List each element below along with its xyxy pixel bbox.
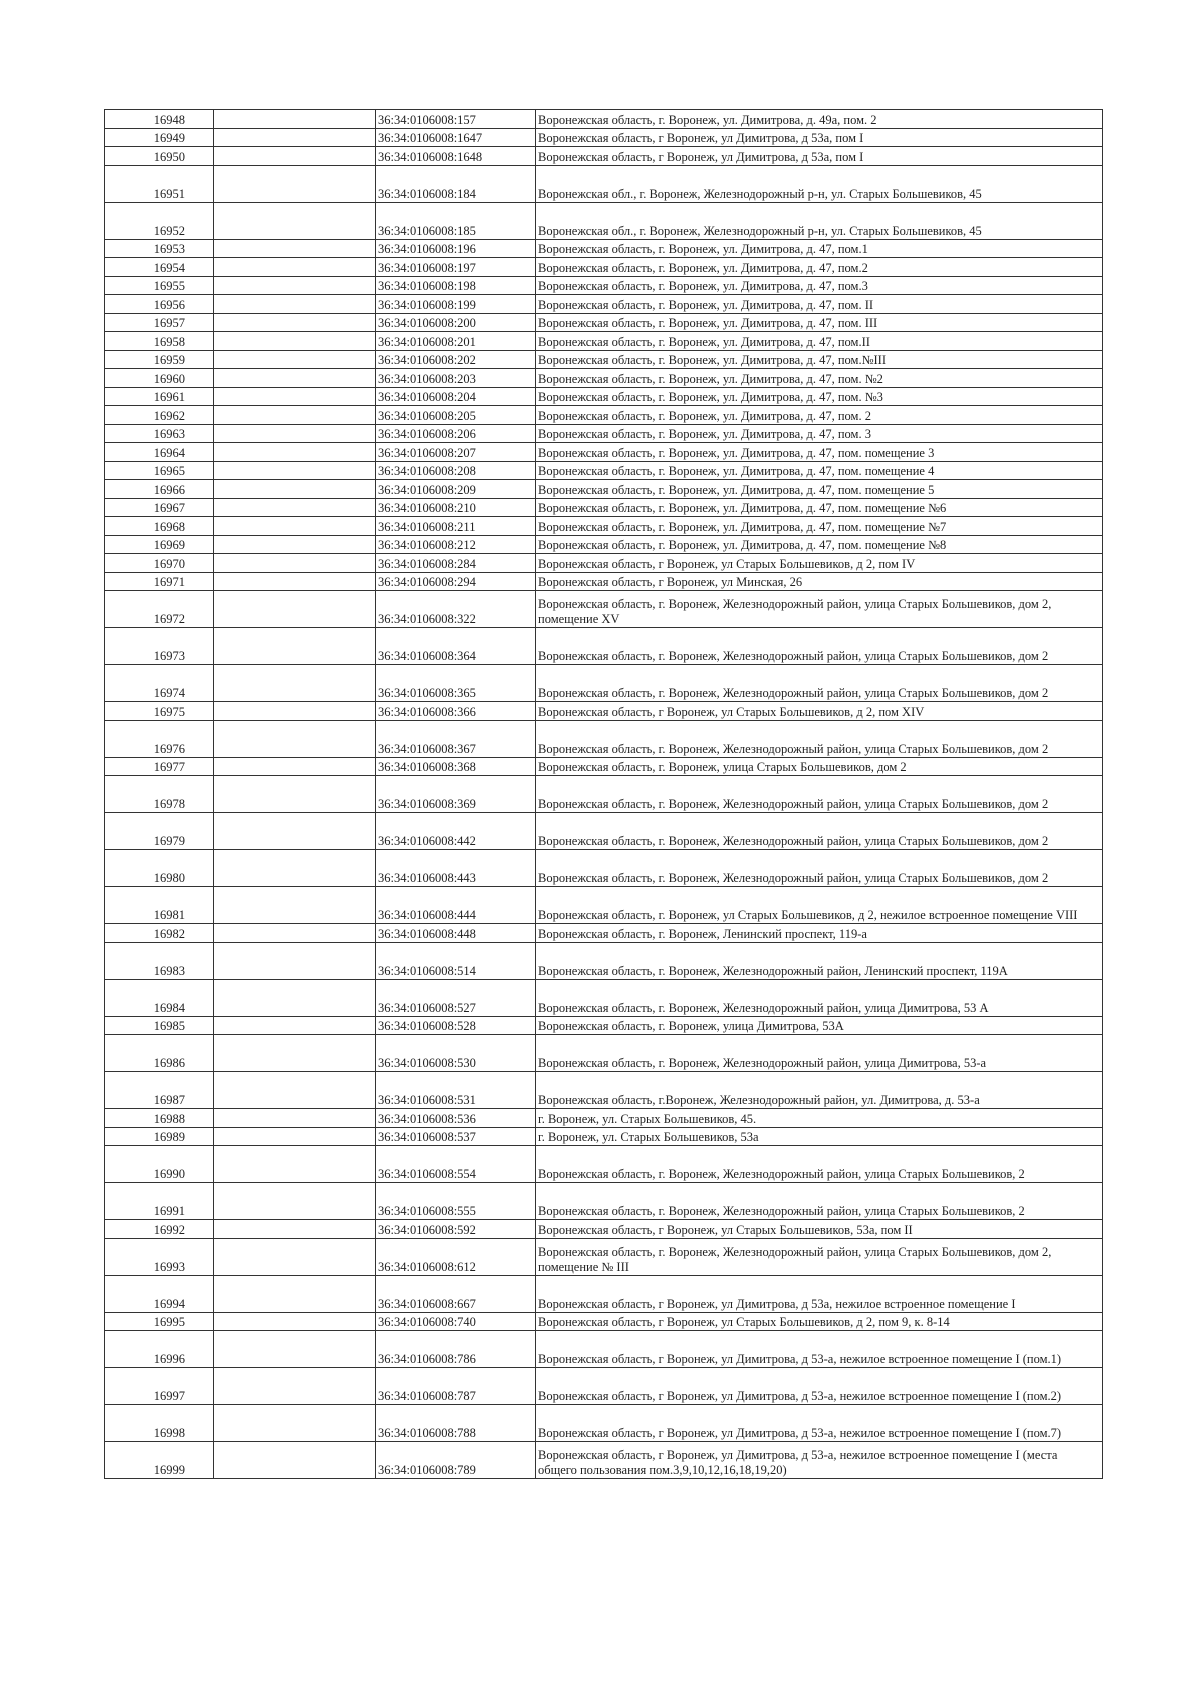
table-row [105,258,1103,277]
address-cell: Воронежская область, г. Воронеж, ул. Димитрова, д. 47, пом.2 [536,258,1103,277]
row-number-cell: 16976 [105,720,214,757]
address-cell: Воронежская область, г. Воронеж, Железнодорожный район, улица Старых Большевиков, дом 2 [536,813,1103,850]
address-cell: Воронежская область, г. Воронеж, ул. Димитрова, д. 47, пом. 3 [536,424,1103,443]
address-cell: Воронежская область, г. Воронеж, ул. Димитрова, д. 47, пом. II [536,295,1103,314]
address-cell: Воронежская область, г Воронеж, ул Старых Большевиков, 53а, пом II [536,1220,1103,1239]
row-number-cell: 16969 [105,535,214,554]
address-cell: Воронежская область, г. Воронеж, ул. Димитрова, д. 47, пом. №2 [536,369,1103,388]
table-row [105,535,1103,554]
cadastral-number-cell: 36:34:0106008:184 [376,165,536,202]
row-number-cell: 16970 [105,554,214,573]
blank-cell [214,979,376,1016]
cadastral-number-cell: 36:34:0106008:209 [376,480,536,499]
blank-cell [214,942,376,979]
row-number-cell: 16979 [105,813,214,850]
blank-cell [214,850,376,887]
cadastral-number-cell: 36:34:0106008:612 [376,1238,536,1275]
table-row [105,665,1103,702]
cadastral-number-cell: 36:34:0106008:536 [376,1109,536,1128]
address-cell: Воронежская область, г. Воронеж, Железнодорожный район, улица Старых Большевиков, дом 2 [536,850,1103,887]
table-row [105,1127,1103,1146]
table-row [105,350,1103,369]
blank-cell [214,202,376,239]
cadastral-number-cell: 36:34:0106008:198 [376,276,536,295]
blank-cell [214,461,376,480]
cadastral-number-cell: 36:34:0106008:365 [376,665,536,702]
cadastral-number-cell: 36:34:0106008:514 [376,942,536,979]
row-number-cell: 16963 [105,424,214,443]
address-cell: Воронежская область, г. Воронеж, ул Старых Большевиков, д 2, нежилое встроенное помещение VIII [536,887,1103,924]
table-row [105,443,1103,462]
table-row [105,1442,1103,1479]
address-cell: Воронежская область, г. Воронеж, Железнодорожный район, улица Димитрова, 53 А [536,979,1103,1016]
blank-cell [214,350,376,369]
address-cell: Воронежская область, г. Воронеж, ул. Димитрова, д. 47, пом.1 [536,239,1103,258]
registry-table-body [105,110,1103,1479]
row-number-cell: 16988 [105,1109,214,1128]
blank-cell [214,1368,376,1405]
row-number-cell: 16985 [105,1016,214,1035]
cadastral-number-cell: 36:34:0106008:786 [376,1331,536,1368]
blank-cell [214,480,376,499]
table-row [105,147,1103,166]
blank-cell [214,1275,376,1312]
row-number-cell: 16974 [105,665,214,702]
blank-cell [214,1146,376,1183]
table-row [105,313,1103,332]
row-number-cell: 16954 [105,258,214,277]
table-row [105,720,1103,757]
row-number-cell: 16961 [105,387,214,406]
cadastral-number-cell: 36:34:0106008:212 [376,535,536,554]
table-row [105,517,1103,536]
address-cell: Воронежская область, г. Воронеж, ул. Димитрова, д. 47, пом. 2 [536,406,1103,425]
cadastral-number-cell: 36:34:0106008:200 [376,313,536,332]
blank-cell [214,702,376,721]
table-row [105,295,1103,314]
blank-cell [214,1072,376,1109]
table-row [105,1312,1103,1331]
blank-cell [214,406,376,425]
table-row [105,1238,1103,1275]
cadastral-number-cell: 36:34:0106008:555 [376,1183,536,1220]
row-number-cell: 16960 [105,369,214,388]
row-number-cell: 16990 [105,1146,214,1183]
blank-cell [214,165,376,202]
table-row [105,202,1103,239]
row-number-cell: 16962 [105,406,214,425]
cadastral-number-cell: 36:34:0106008:201 [376,332,536,351]
row-number-cell: 16982 [105,924,214,943]
cadastral-number-cell: 36:34:0106008:322 [376,591,536,628]
address-cell: Воронежская область, г. Воронеж, Железнодорожный район, улица Старых Большевиков, дом 2, помещение XV [536,591,1103,628]
cadastral-number-cell: 36:34:0106008:369 [376,776,536,813]
cadastral-number-cell: 36:34:0106008:527 [376,979,536,1016]
table-row [105,591,1103,628]
table-row [105,1109,1103,1128]
cadastral-number-cell: 36:34:0106008:210 [376,498,536,517]
blank-cell [214,276,376,295]
row-number-cell: 16965 [105,461,214,480]
table-row [105,1275,1103,1312]
cadastral-number-cell: 36:34:0106008:208 [376,461,536,480]
blank-cell [214,813,376,850]
address-cell: Воронежская область, г. Воронеж, ул. Димитрова, д. 47, пом. помещение №8 [536,535,1103,554]
row-number-cell: 16999 [105,1442,214,1479]
cadastral-number-cell: 36:34:0106008:444 [376,887,536,924]
blank-cell [214,147,376,166]
row-number-cell: 16949 [105,128,214,147]
row-number-cell: 16968 [105,517,214,536]
cadastral-number-cell: 36:34:0106008:185 [376,202,536,239]
row-number-cell: 16971 [105,572,214,591]
row-number-cell: 16967 [105,498,214,517]
blank-cell [214,239,376,258]
cadastral-number-cell: 36:34:0106008:206 [376,424,536,443]
address-cell: г. Воронеж, ул. Старых Большевиков, 45. [536,1109,1103,1128]
blank-cell [214,498,376,517]
cadastral-number-cell: 36:34:0106008:284 [376,554,536,573]
row-number-cell: 16977 [105,757,214,776]
cadastral-number-cell: 36:34:0106008:204 [376,387,536,406]
cadastral-number-cell: 36:34:0106008:207 [376,443,536,462]
blank-cell [214,628,376,665]
blank-cell [214,110,376,129]
table-row [105,369,1103,388]
table-row [105,1016,1103,1035]
cadastral-number-cell: 36:34:0106008:157 [376,110,536,129]
blank-cell [214,1183,376,1220]
row-number-cell: 16997 [105,1368,214,1405]
address-cell: Воронежская область, г. Воронеж, Железнодорожный район, улица Старых Большевиков, дом 2, помещение № III [536,1238,1103,1275]
row-number-cell: 16973 [105,628,214,665]
blank-cell [214,757,376,776]
cadastral-number-cell: 36:34:0106008:740 [376,1312,536,1331]
address-cell: Воронежская область, г Воронеж, ул Старых Большевиков, д 2, пом 9, к. 8-14 [536,1312,1103,1331]
row-number-cell: 16957 [105,313,214,332]
blank-cell [214,1331,376,1368]
cadastral-number-cell: 36:34:0106008:788 [376,1405,536,1442]
table-row [105,461,1103,480]
cadastral-number-cell: 36:34:0106008:196 [376,239,536,258]
blank-cell [214,720,376,757]
table-row [105,239,1103,258]
blank-cell [214,591,376,628]
table-row [105,813,1103,850]
table-row [105,1220,1103,1239]
table-row [105,776,1103,813]
cadastral-number-cell: 36:34:0106008:368 [376,757,536,776]
row-number-cell: 16972 [105,591,214,628]
row-number-cell: 16959 [105,350,214,369]
cadastral-number-cell: 36:34:0106008:364 [376,628,536,665]
table-row [105,424,1103,443]
table-row [105,979,1103,1016]
table-row [105,1183,1103,1220]
cadastral-number-cell: 36:34:0106008:294 [376,572,536,591]
cadastral-number-cell: 36:34:0106008:203 [376,369,536,388]
row-number-cell: 16984 [105,979,214,1016]
blank-cell [214,517,376,536]
row-number-cell: 16951 [105,165,214,202]
blank-cell [214,665,376,702]
blank-cell [214,424,376,443]
address-cell: Воронежская область, г. Воронеж, ул. Димитрова, д. 47, пом. помещение №6 [536,498,1103,517]
row-number-cell: 16948 [105,110,214,129]
table-row [105,165,1103,202]
address-cell: Воронежская область, г. Воронеж, Железнодорожный район, улица Димитрова, 53-а [536,1035,1103,1072]
cadastral-number-cell: 36:34:0106008:667 [376,1275,536,1312]
address-cell: Воронежская область, г. Воронеж, ул. Димитрова, д. 49а, пом. 2 [536,110,1103,129]
blank-cell [214,535,376,554]
row-number-cell: 16981 [105,887,214,924]
cadastral-number-cell: 36:34:0106008:443 [376,850,536,887]
address-cell: Воронежская область, г. Воронеж, ул. Димитрова, д. 47, пом.3 [536,276,1103,295]
row-number-cell: 16992 [105,1220,214,1239]
blank-cell [214,1442,376,1479]
table-row [105,387,1103,406]
blank-cell [214,924,376,943]
address-cell: Воронежская область, г Воронеж, ул Димитрова, д 53-а, нежилое встроенное помещение I (пом.2) [536,1368,1103,1405]
table-row [105,850,1103,887]
row-number-cell: 16983 [105,942,214,979]
blank-cell [214,554,376,573]
table-row [105,128,1103,147]
address-cell: Воронежская область, г. Воронеж, Железнодорожный район, Ленинский проспект, 119А [536,942,1103,979]
cadastral-number-cell: 36:34:0106008:554 [376,1146,536,1183]
blank-cell [214,887,376,924]
address-cell: Воронежская область, г Воронеж, ул Старых Большевиков, д 2, пом IV [536,554,1103,573]
table-row [105,1331,1103,1368]
address-cell: Воронежская область, г. Воронеж, Железнодорожный район, улица Старых Большевиков, дом 2 [536,628,1103,665]
table-row [105,887,1103,924]
blank-cell [214,1405,376,1442]
cadastral-number-cell: 36:34:0106008:531 [376,1072,536,1109]
table-row [105,480,1103,499]
address-cell: Воронежская область, г Воронеж, ул Старых Большевиков, д 2, пом XIV [536,702,1103,721]
address-cell: Воронежская обл., г. Воронеж, Железнодорожный р-н, ул. Старых Большевиков, 45 [536,202,1103,239]
blank-cell [214,295,376,314]
table-row [105,924,1103,943]
row-number-cell: 16989 [105,1127,214,1146]
address-cell: Воронежская область, г. Воронеж, Железнодорожный район, улица Старых Большевиков, дом 2 [536,720,1103,757]
cadastral-number-cell: 36:34:0106008:367 [376,720,536,757]
blank-cell [214,128,376,147]
cadastral-number-cell: 36:34:0106008:1647 [376,128,536,147]
cadastral-number-cell: 36:34:0106008:1648 [376,147,536,166]
row-number-cell: 16975 [105,702,214,721]
row-number-cell: 16986 [105,1035,214,1072]
address-cell: Воронежская область, г. Воронеж, ул. Димитрова, д. 47, пом. помещение 5 [536,480,1103,499]
blank-cell [214,1035,376,1072]
address-cell: Воронежская область, г. Воронеж, улица Димитрова, 53А [536,1016,1103,1035]
cadastral-number-cell: 36:34:0106008:199 [376,295,536,314]
address-cell: Воронежская область, г Воронеж, ул Димитрова, д 53а, нежилое встроенное помещение I [536,1275,1103,1312]
row-number-cell: 16978 [105,776,214,813]
address-cell: Воронежская область, г. Воронеж, ул. Димитрова, д. 47, пом. III [536,313,1103,332]
table-row [105,406,1103,425]
blank-cell [214,1127,376,1146]
row-number-cell: 16991 [105,1183,214,1220]
cadastral-number-cell: 36:34:0106008:530 [376,1035,536,1072]
cadastral-number-cell: 36:34:0106008:366 [376,702,536,721]
table-row [105,757,1103,776]
table-row [105,498,1103,517]
blank-cell [214,1220,376,1239]
cadastral-number-cell: 36:34:0106008:197 [376,258,536,277]
row-number-cell: 16964 [105,443,214,462]
row-number-cell: 16998 [105,1405,214,1442]
row-number-cell: 16987 [105,1072,214,1109]
table-row [105,554,1103,573]
table-row [105,572,1103,591]
cadastral-number-cell: 36:34:0106008:592 [376,1220,536,1239]
blank-cell [214,1238,376,1275]
table-row [105,1405,1103,1442]
row-number-cell: 16952 [105,202,214,239]
row-number-cell: 16993 [105,1238,214,1275]
address-cell: Воронежская область, г. Воронеж, Железнодорожный район, улица Старых Большевиков, 2 [536,1146,1103,1183]
blank-cell [214,369,376,388]
blank-cell [214,443,376,462]
cadastral-number-cell: 36:34:0106008:448 [376,924,536,943]
blank-cell [214,313,376,332]
cadastral-number-cell: 36:34:0106008:789 [376,1442,536,1479]
table-row [105,942,1103,979]
blank-cell [214,332,376,351]
address-cell: Воронежская область, г. Воронеж, ул. Димитрова, д. 47, пом. помещение 4 [536,461,1103,480]
address-cell: Воронежская обл., г. Воронеж, Железнодорожный р-н, ул. Старых Большевиков, 45 [536,165,1103,202]
cadastral-number-cell: 36:34:0106008:202 [376,350,536,369]
address-cell: г. Воронеж, ул. Старых Большевиков, 53а [536,1127,1103,1146]
row-number-cell: 16966 [105,480,214,499]
row-number-cell: 16994 [105,1275,214,1312]
row-number-cell: 16995 [105,1312,214,1331]
address-cell: Воронежская область, г. Воронеж, Железнодорожный район, улица Старых Большевиков, дом 2 [536,776,1103,813]
blank-cell [214,258,376,277]
address-cell: Воронежская область, г.Воронеж, Железнодорожный район, ул. Димитрова, д. 53-а [536,1072,1103,1109]
cadastral-number-cell: 36:34:0106008:205 [376,406,536,425]
address-cell: Воронежская область, г Воронеж, ул Димитрова, д 53-а, нежилое встроенное помещение I (пом.1) [536,1331,1103,1368]
address-cell: Воронежская область, г. Воронеж, ул. Димитрова, д. 47, пом. помещение №7 [536,517,1103,536]
row-number-cell: 16956 [105,295,214,314]
row-number-cell: 16980 [105,850,214,887]
cadastral-number-cell: 36:34:0106008:537 [376,1127,536,1146]
address-cell: Воронежская область, г. Воронеж, улица Старых Большевиков, дом 2 [536,757,1103,776]
address-cell: Воронежская область, г Воронеж, ул Димитрова, д 53-а, нежилое встроенное помещение I (места общего пользования пом.3,9,10,12,16,18,19,20) [536,1442,1103,1479]
table-row [105,1368,1103,1405]
blank-cell [214,776,376,813]
address-cell: Воронежская область, г Воронеж, ул Димитрова, д 53а, пом I [536,147,1103,166]
table-row [105,628,1103,665]
table-row [105,702,1103,721]
address-cell: Воронежская область, г. Воронеж, Железнодорожный район, улица Старых Большевиков, дом 2 [536,665,1103,702]
address-cell: Воронежская область, г. Воронеж, Железнодорожный район, улица Старых Большевиков, 2 [536,1183,1103,1220]
cadastral-number-cell: 36:34:0106008:787 [376,1368,536,1405]
cadastral-number-cell: 36:34:0106008:211 [376,517,536,536]
row-number-cell: 16996 [105,1331,214,1368]
address-cell: Воронежская область, г. Воронеж, Ленинский проспект, 119-а [536,924,1103,943]
table-row [105,110,1103,129]
cadastral-number-cell: 36:34:0106008:442 [376,813,536,850]
address-cell: Воронежская область, г Воронеж, ул Минская, 26 [536,572,1103,591]
address-cell: Воронежская область, г. Воронеж, ул. Димитрова, д. 47, пом. помещение 3 [536,443,1103,462]
blank-cell [214,387,376,406]
blank-cell [214,572,376,591]
table-row [105,276,1103,295]
row-number-cell: 16958 [105,332,214,351]
address-cell: Воронежская область, г. Воронеж, ул. Димитрова, д. 47, пом.II [536,332,1103,351]
blank-cell [214,1109,376,1128]
table-row [105,1146,1103,1183]
address-cell: Воронежская область, г. Воронеж, ул. Димитрова, д. 47, пом.№III [536,350,1103,369]
table-row [105,1072,1103,1109]
address-cell: Воронежская область, г. Воронеж, ул. Димитрова, д. 47, пом. №3 [536,387,1103,406]
table-row [105,332,1103,351]
address-cell: Воронежская область, г Воронеж, ул Димитрова, д 53-а, нежилое встроенное помещение I (пом.7) [536,1405,1103,1442]
row-number-cell: 16950 [105,147,214,166]
blank-cell [214,1312,376,1331]
blank-cell [214,1016,376,1035]
cadastral-number-cell: 36:34:0106008:528 [376,1016,536,1035]
row-number-cell: 16955 [105,276,214,295]
address-cell: Воронежская область, г Воронеж, ул Димитрова, д 53а, пом I [536,128,1103,147]
table-row [105,1035,1103,1072]
row-number-cell: 16953 [105,239,214,258]
registry-table [104,109,1103,1479]
